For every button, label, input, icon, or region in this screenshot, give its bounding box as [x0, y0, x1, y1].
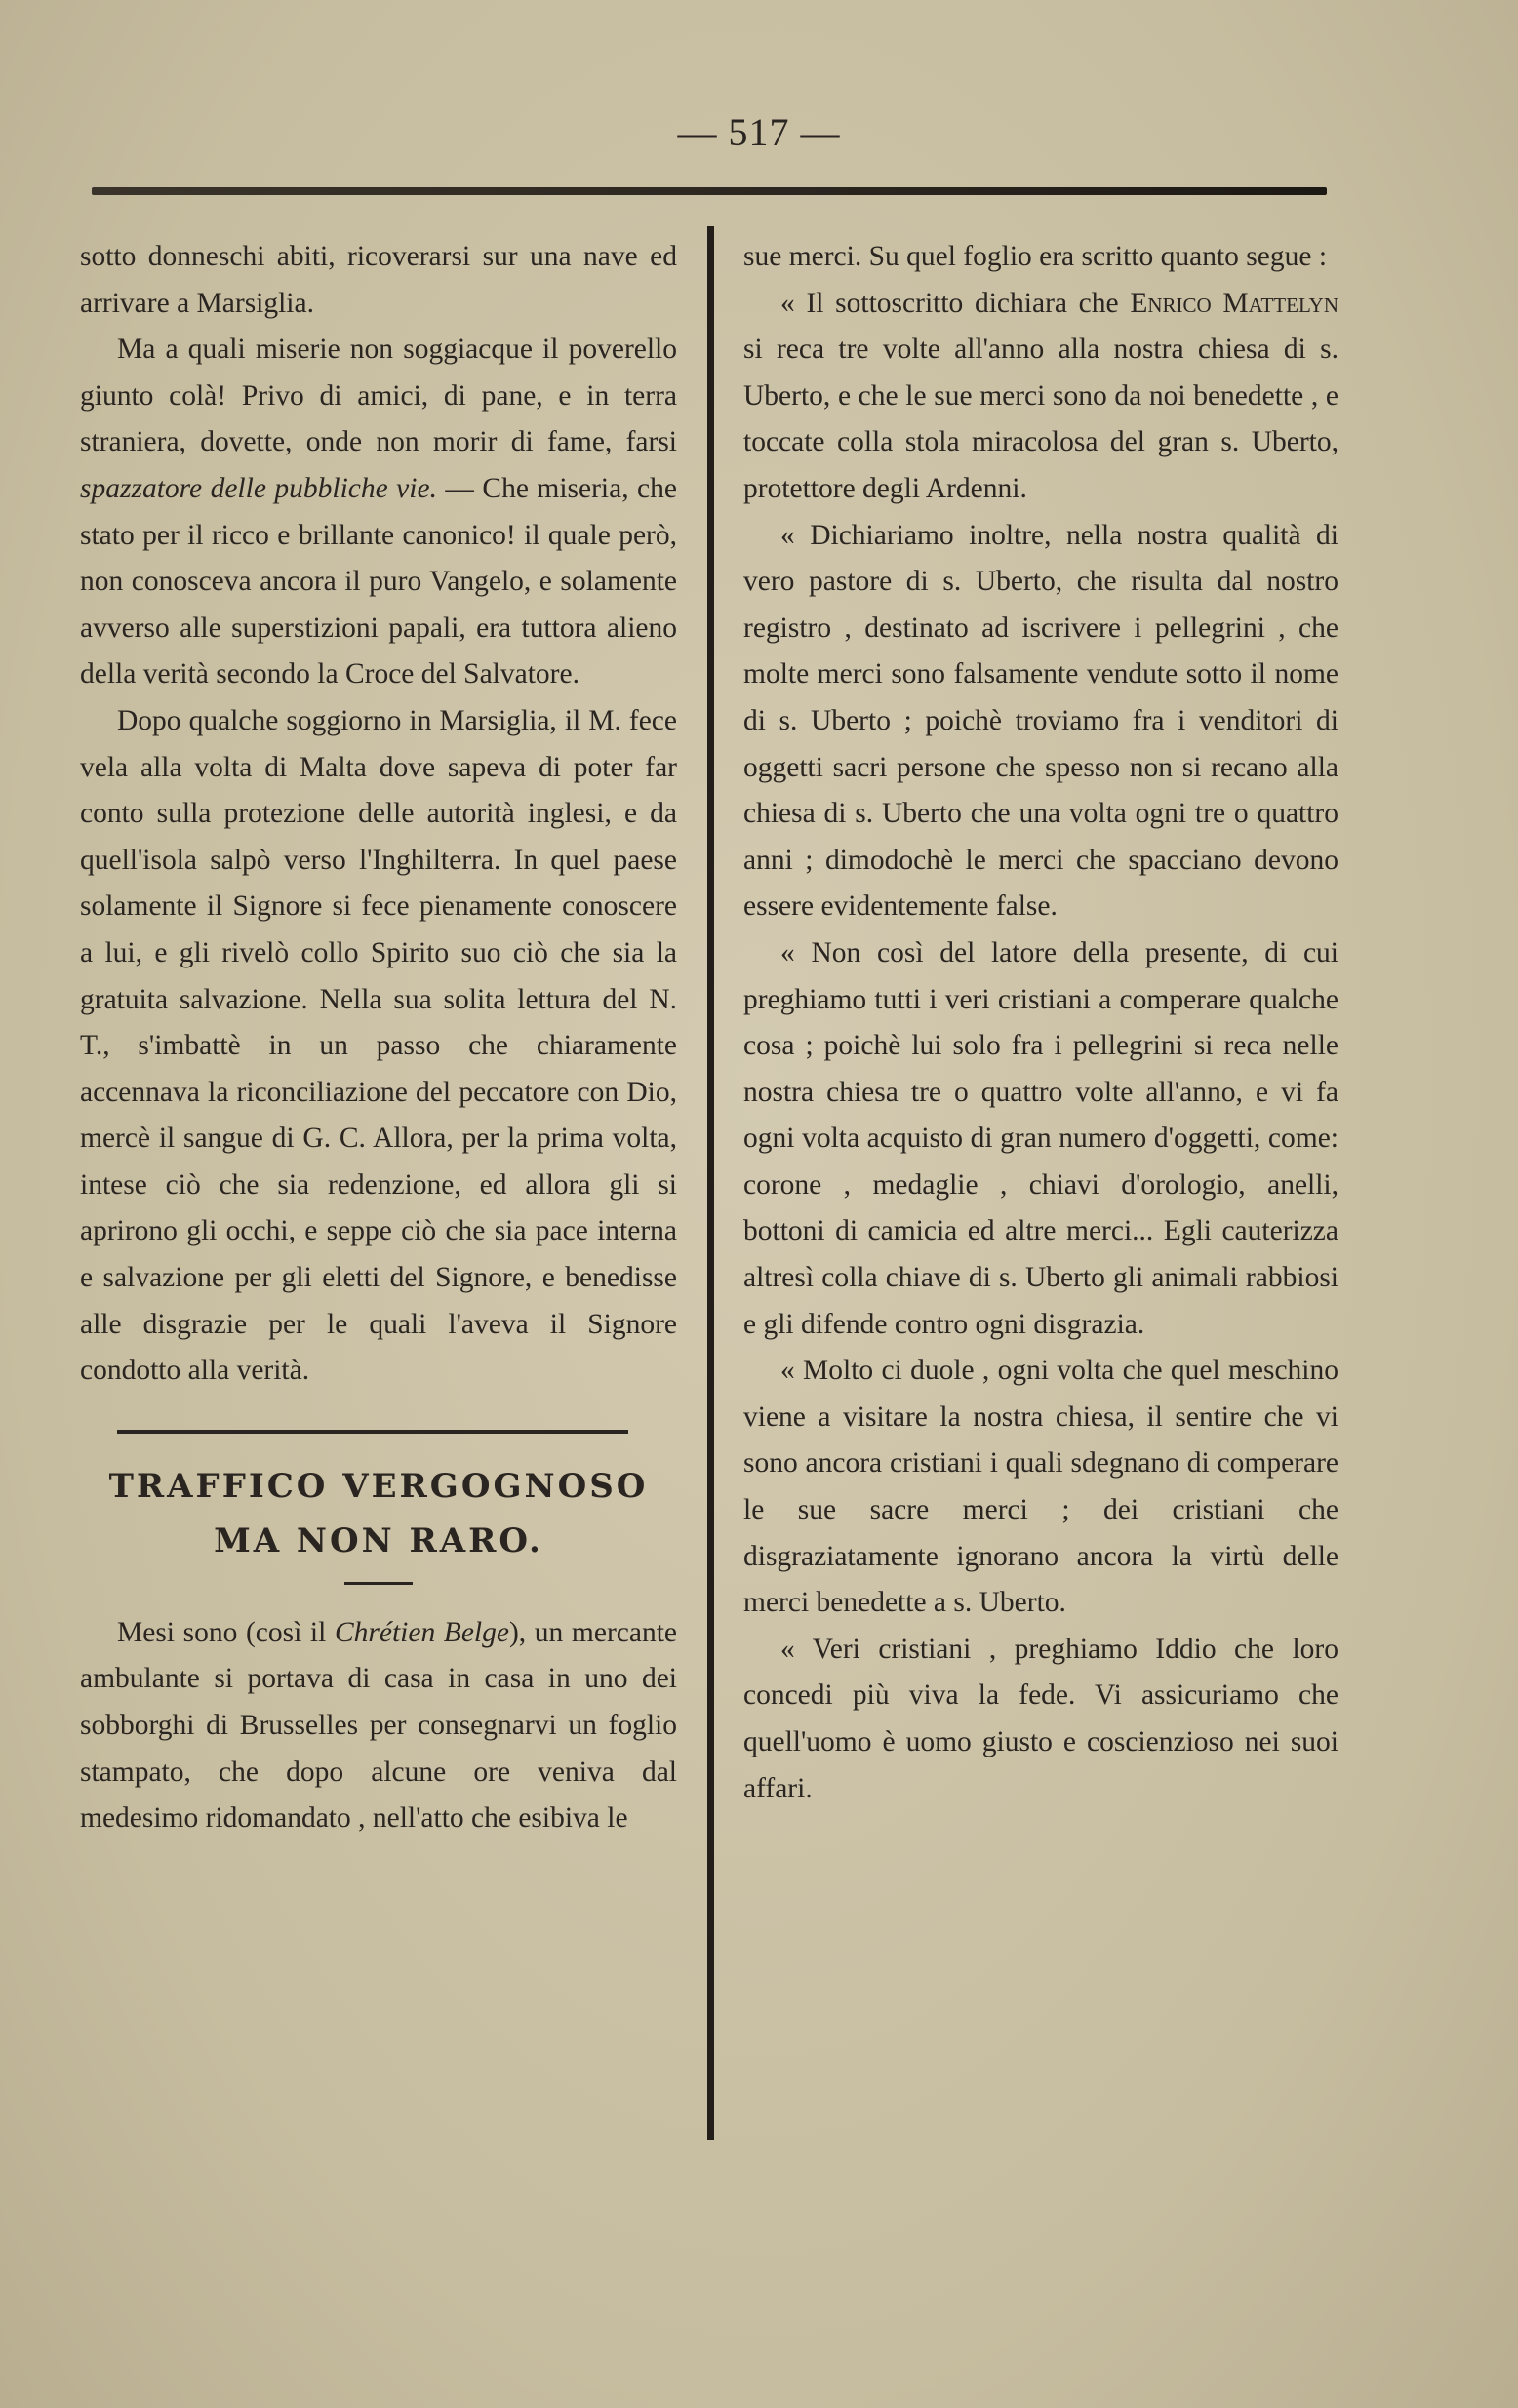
italic-text: Chrétien Belge [334, 1616, 509, 1648]
header-rule [92, 187, 1327, 195]
text-run: « Il sottoscritto dichiara che [780, 287, 1131, 319]
paragraph: « Non così del latore della presente, di cui preghiamo tutti i veri cristiani a comperare qualche cosa ; poichè lui solo fra i pellegrini si reca nelle nostra chiesa tre o quattro volte all'anno, e vi fa ogni volta acquisto di gran numero d'oggetti, come: corone , medaglie , chiavi d'orologio, anelli, bottoni di camicia ed altre merci... Egli cauterizza altresì colla chiave di s. Uberto gli animali rabbiosi e gli difende contro ogni disgrazia. [743, 936, 1338, 1340]
paragraph: sotto donneschi abiti, ricoverarsi sur una nave ed arrivare a Marsiglia. [80, 241, 677, 319]
text-run: si reca tre volte all'anno alla nostra chiesa di s. Uberto, e che le sue merci sono da noi benedette , e toccate colla stola miracolosa del gran s. Uberto, protettore degli Ardenni. [743, 334, 1338, 504]
text-run: Mesi sono (così il [117, 1616, 335, 1648]
paragraph: Dopo qualche soggiorno in Marsiglia, il M. fece vela alla volta di Malta dove sapeva di poter far conto sulla protezione delle autorità inglesi, e da quell'isola salpò verso l'Inghilterra. In quel paese solamente il Signore si fece pienamente conoscere a lui, e gli rivelò collo Spirito suo ciò che sia la gratuita salvazione. Nella sua solita lettura del N. T., s'imbattè in un passo che chiaramente accennava la riconciliazione del peccatore con Dio, mercè il sangue di G. C. Allora, per la prima volta, intese ciò che sia redenzione, ed allora gli si aprirono gli occhi, e seppe ciò che sia pace interna e salvazione per gli eletti del Signore, e benedisse alle disgrazie per le quali l'aveva il Signore condotto alla verità. [80, 704, 677, 1387]
article-title [80, 1459, 677, 1568]
right-column [743, 234, 1338, 1812]
column-divider [707, 226, 714, 2140]
text-run: — Che miseria, che stato per il ricco e brillante canonico! il quale però, non conosceva ancora il puro Vangelo, e solamente avverso alle superstizioni papali, era tuttora alieno della verità secondo la Croce del Salvatore. [80, 472, 677, 691]
paragraph: sue merci. Su quel foglio era scritto quanto segue : [743, 241, 1328, 272]
paragraph: « Veri cristiani , preghiamo Iddio che loro concedi più viva la fede. Vi assicuriamo che quell'uomo è uomo giusto e coscienzioso nei suoi affari. [743, 1633, 1338, 1804]
person-name: Enrico Mattelyn [1130, 287, 1338, 319]
article-title-line: MA NON RARO. [214, 1520, 543, 1560]
italic-text: spazzatore delle pubbliche vie. [80, 472, 437, 504]
text-run: ), un mercante ambulante si portava di casa in casa in uno dei sobborghi di Brusselles per consegnarvi un foglio stampato, che dopo alcune ore veniva dal medesimo ridomandato , nell'atto che esibiva le [80, 1616, 677, 1835]
paragraph [80, 327, 677, 698]
page-number: — 517 — [677, 110, 841, 154]
article-title-line: TRAFFICO VERGOGNOSO [108, 1466, 649, 1506]
paragraph: « Molto ci duole , ogni volta che quel meschino viene a visitare la nostra chiesa, il sentire che vi sono ancora cristiani i quali sdegnano di comperare le sue sacre merci ; dei cristiani che disgraziatamente ignorano ancora la virtù delle merci benedette a s. Uberto. [743, 1355, 1338, 1619]
text-run: Ma a quali miserie non soggiacque il poverello giunto colà! Privo di amici, di pane, e in terra straniera, dovette, onde non morir di fame, farsi [80, 334, 677, 458]
paragraph [743, 281, 1338, 513]
left-column [80, 234, 677, 1842]
section-separator [117, 1430, 628, 1434]
paragraph [80, 1610, 677, 1842]
title-rule [344, 1582, 413, 1585]
paragraph: « Dichiariamo inoltre, nella nostra qualità di vero pastore di s. Uberto, che risulta dal nostro registro , destinato ad iscrivere i pellegrini , che molte merci sono falsamente vendute sotto il nome di s. Uberto ; poichè troviamo fra i venditori di oggetti sacri persone che spesso non si recano alla chiesa di s. Uberto che una volta ogni tre o quattro anni ; dimodochè le merci che spacciano devono essere evidentemente false. [743, 519, 1338, 923]
